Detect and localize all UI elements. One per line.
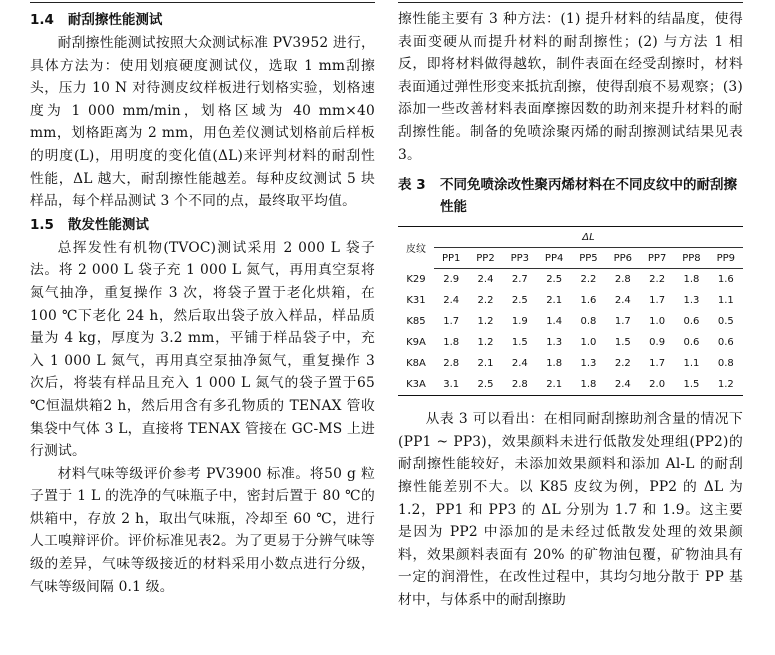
row-label: K9A [406,337,426,349]
table-cell: 2.4 [614,295,631,307]
table-cell: 2.2 [477,295,494,307]
column-header: PP3 [503,248,537,269]
column-header-row [398,248,743,269]
section-title: 散发性能测试 [67,216,149,233]
column-header: PP8 [674,248,708,269]
table-cell: 2.2 [614,358,631,370]
table-cell: 1.7 [649,295,666,307]
table-cell: 1.4 [546,316,563,328]
table-cell: 1.2 [709,374,743,396]
table-cell: 2.8 [614,274,631,286]
column-header: PP9 [709,248,743,269]
table-cell: 0.6 [683,337,700,349]
table-cell: 0.8 [717,358,734,370]
table-row [398,353,743,374]
table-corner-header: 皮纹 [398,227,434,269]
table-cell: 2.8 [503,374,537,396]
column-header: PP7 [640,248,674,269]
table-cell: 2.2 [649,274,666,286]
table-cell: 1.8 [683,274,700,286]
table-cell: 0.8 [580,316,597,328]
column-header: PP4 [537,248,571,269]
table-cell: 2.1 [477,358,494,370]
table-cell: 0.6 [683,316,700,328]
table-cell: 2.8 [443,358,460,370]
row-label: K29 [406,273,426,285]
table-cell: 2.7 [511,274,528,286]
table-cell: 2.1 [537,374,571,396]
table-caption [398,174,743,218]
column-header: PP1 [434,248,468,269]
table-cell: 2.0 [640,374,674,396]
table-cell: 2.5 [511,295,528,307]
right-column [398,0,743,655]
section-number: 1.4 [30,12,54,28]
table-cell: 2.4 [511,358,528,370]
table-cell: 1.2 [477,337,494,349]
column-header: PP5 [571,248,605,269]
table-cell: 2.4 [606,374,640,396]
table-cell: 1.7 [649,358,666,370]
table-body [398,269,743,396]
table-cell: 0.6 [717,337,734,349]
table-cell: 2.9 [443,274,460,286]
table-cell: 1.7 [443,316,460,328]
paragraph-tvoc-test: 总挥发性有机物(TVOC)测试采用 2 000 L 袋子法。将 2 000 L 袋子充 1 000 L 氮气，再用真空泵将氮气抽净，重复操作 3 次，将袋子置于老化烘箱，在 100 ℃下老化 24 h，然后取出袋子放入样品，样品质量为 4 kg，厚度为 3.2 mm，平铺于样品袋子中，充入 1 000 L 氮气，再用真空泵抽净氮气，重复操作 3 次后，将装有样品且充入 1 000 L 氮气的袋子置于65 ℃恒温烘箱2 h，然后用含有多孔物质的 TENAX 管收集袋中气体 3 L，直接将 TENAX 管接在 GC-MS 上进行测试。 [30,239,375,460]
table-title: 不同免喷涂改性聚丙烯材料在不同皮纹中的耐刮擦性能 [440,177,737,216]
table-cell: 1.1 [683,358,700,370]
column-header: PP6 [606,248,640,269]
paragraph-discussion: 从表 3 可以看出：在相同耐刮擦助剂含量的情况下(PP1 ~ PP3)，效果颜料未进行低散发处理组(PP2)的耐刮擦性能较好，未添加效果颜料和添加 Al-L 的耐刮擦性能差别不大。以 K85 皮纹为例，PP2 的 ΔL 为 1.2，PP1 和 PP3 的 ΔL 分别为 1.7 和 1.9。这主要是因为 PP2 中添加的是未经过低散发处理的效果颜料，效果颜料表面有 20% 的矿物油包覆，矿物油具有一定的润滑性，在改性过程中，其均匀地分散于 PP 基材中，与体系中的耐刮擦助 [398,411,743,608]
table-cell: 1.3 [580,358,597,370]
top-rule [398,2,743,3]
column-header: PP2 [468,248,502,269]
table-cell: 3.1 [434,374,468,396]
row-label: K31 [406,295,426,307]
table-cell: 1.9 [511,316,528,328]
row-label: K85 [406,316,426,328]
paragraph-odor-test: 材料气味等级评价参考 PV3900 标准。将50 g 粒子置于 1 L 的洗净的气味瓶子中，密封后置于 80 ℃的烘箱中，存放 2 h，取出气味瓶，冷却至 60 ℃，进行人工嗅辩评价。评价标准见表2。为了更易于分辨气味等级的差异，气味等级接近的材料采用小数点进行分级，气味等级间隔 0.1 级。 [30,465,375,595]
table-cell: 2.2 [580,274,597,286]
table-cell: 1.1 [717,295,734,307]
table-label: 表 3 [398,177,426,194]
row-label: K8A [406,358,426,370]
table-cell: 1.6 [717,274,734,286]
table-cell: 1.8 [443,337,460,349]
table-cell: 1.5 [511,337,528,349]
table-row [398,290,743,311]
table-cell: 0.9 [649,337,666,349]
section-heading-1-5 [30,213,375,237]
table-cell: 1.7 [614,316,631,328]
table-cell: 2.4 [477,274,494,286]
paragraph-methods: 擦性能主要有 3 种方法：(1) 提升材料的结晶度，使得表面变硬从而提升材料的耐刮擦性；(2) 与方法 1 相反，即将材料做得越软，制件表面在经受刮擦时，材料表面通过弹性形变来抵抗刮擦，使得刮痕不易观察；(3) 添加一些改善材料表面摩擦因数的助剂来提升材料的耐刮擦性能。制备的免喷涂聚丙烯的耐刮擦测试结果见表 3。 [398,11,743,163]
top-rule [30,2,375,3]
table-cell: 1.0 [649,316,666,328]
table-cell: 2.1 [546,295,563,307]
table-cell: 1.8 [571,374,605,396]
table-cell: 2.5 [468,374,502,396]
table-cell: 1.0 [580,337,597,349]
table-cell: 1.3 [546,337,563,349]
table-cell: 1.8 [546,358,563,370]
table-cell: 1.3 [683,295,700,307]
table-row [398,332,743,353]
table-row [398,269,743,291]
table-cell: 1.6 [580,295,597,307]
table-row [398,311,743,332]
table-cell: 0.5 [717,316,734,328]
table-cell: 1.5 [674,374,708,396]
table-cell: 2.5 [546,274,563,286]
section-heading-1-4 [30,8,375,32]
table-cell: 1.5 [614,337,631,349]
paragraph-scratch-test: 耐刮擦性能测试按照大众测试标准 PV3952 进行，具体方法为：使用划痕硬度测试仪，选取 1 mm刮擦头，压力 10 N 对待测皮纹样板进行划格实验，划格速度为 1 000 mm/min，划格区域为 40 mm×40 mm，划格距离为 2 mm，用色差仪测试划格前后样板的明度(L)，用明度的变化值(ΔL)来评判材料的耐刮性性能，ΔL 越大，耐刮擦性能越差。每种皮纹测试 5 块样品，每个样品测试 3 个不同的点，最终取平均值。 [30,35,375,210]
table-row [398,374,743,396]
table-cell: 1.2 [477,316,494,328]
left-column [30,0,375,655]
delta-l-group-header: ΔL [434,227,743,248]
section-title: 耐刮擦性能测试 [67,12,163,28]
section-number: 1.5 [30,216,54,233]
scratch-resistance-table [398,226,743,396]
row-label: K3A [398,374,434,396]
table-cell: 2.4 [443,295,460,307]
